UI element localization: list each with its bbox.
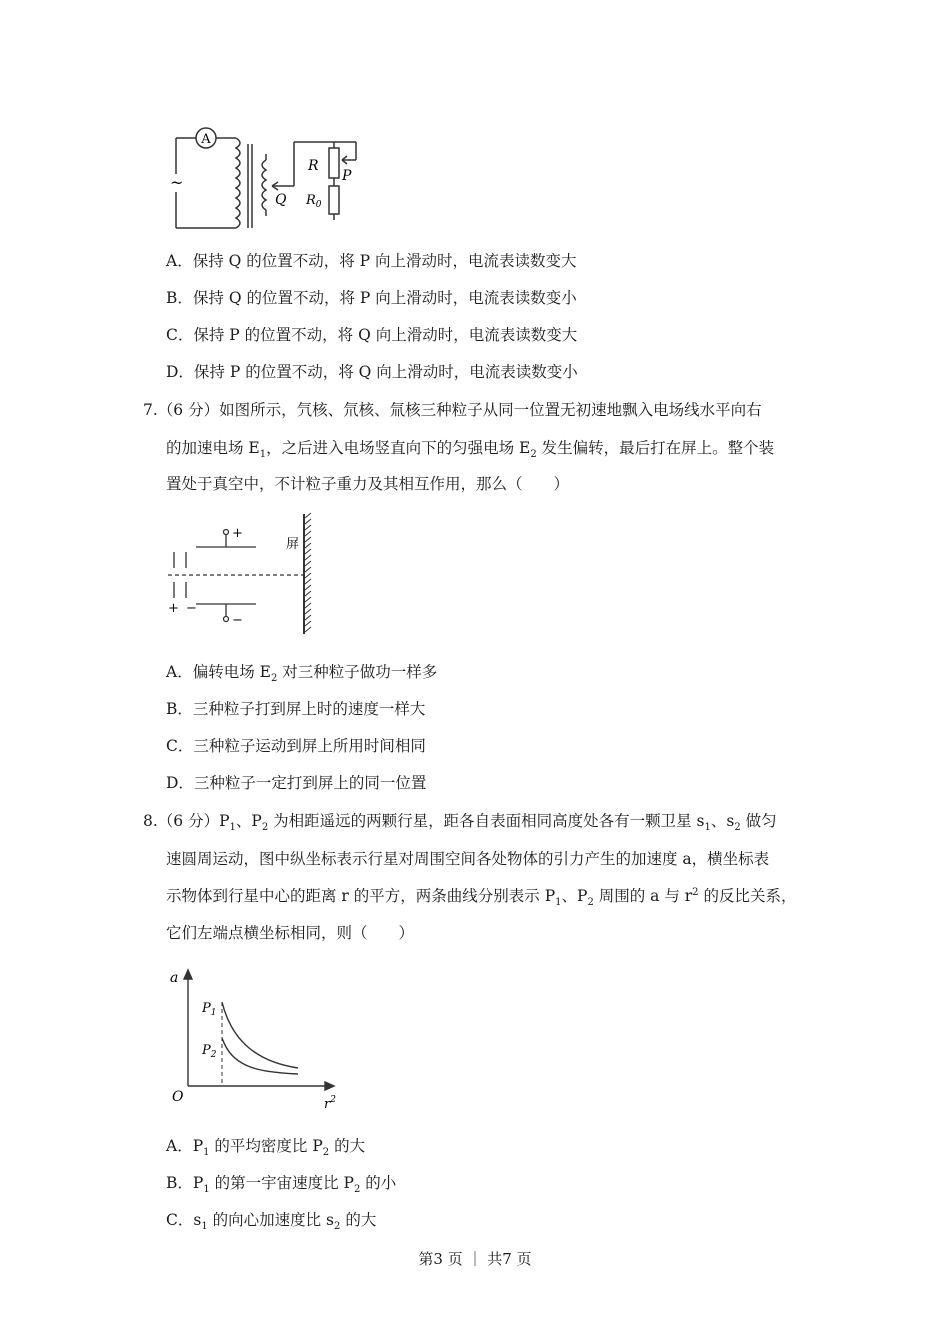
screen-label: 屏 [286,537,300,552]
q8-option-b: B．$P_1$ 的第一宇宙速度比 $P_2$ 的小 [166,1174,397,1196]
minus-terminal-label: − [232,613,243,628]
q7-option-c: C．三种粒子运动到屏上所用时间相同 [166,737,426,755]
q8-stem-line2: 速圆周运动，图中纵坐标表示行星对周围空间各处物体的引力产生的加速度 a，横坐标表 [166,850,770,868]
q8-stem-line3: 示物体到行星中心的距离 r 的平方，两条曲线分别表示 $P_1$、$P_2$ 周围的 a 与 $r^2$ 的反比关系， [166,886,797,909]
electric-field-figure [166,512,326,638]
curve-p1-label: $P_1$ [202,1001,217,1018]
origin-label: O [172,1089,184,1105]
curve-p2-label: $P_2$ [202,1043,217,1060]
page-footer: 第3 页 ｜ 共7 页 [418,1250,532,1268]
ammeter-label: A [201,132,211,147]
x-axis-label: $r^2$ [324,1095,336,1110]
q7-option-d: D．三种粒子一定打到屏上的同一位置 [166,774,427,792]
transformer-circuit-figure [166,124,366,234]
q6-option-a: A．保持 Q 的位置不动，将 P 向上滑动时，电流表读数变大 [166,252,577,270]
resistor-r-label: R [308,158,319,174]
q7-stem-line3: 置处于真空中，不计粒子重力及其相互作用，那么（ ） [166,475,570,493]
q8-stem-line4: 它们左端点横坐标相同，则（ ） [166,924,415,942]
q6-option-c: C．保持 P 的位置不动，将 Q 向上滑动时，电流表读数变大 [166,326,578,344]
q6-option-b: B．保持 Q 的位置不动，将 P 向上滑动时，电流表读数变小 [166,289,577,307]
q7-stem-line1: 7.（6 分）如图所示，氕核、氘核、氚核三种粒子从同一位置无初速地飘入电场线水平向右 [143,401,762,419]
plus-terminal-label: + [232,526,243,541]
q8-option-c: C．$s_1$ 的向心加速度比 $s_2$ 的大 [166,1211,377,1233]
q8-option-a: A．$P_1$ 的平均密度比 $P_2$ 的大 [166,1137,366,1159]
accel-plus-label: + [168,601,179,616]
slider-p-label: P [342,168,352,184]
tap-q-label: Q [275,192,287,208]
accel-minus-label: − [186,601,197,616]
q7-stem-line2: 的加速电场 $E_1$，之后进入电场竖直向下的匀强电场 $E_2$ 发生偏转，最后打在屏上。整个装 [166,439,775,461]
q7-option-b: B．三种粒子打到屏上时的速度一样大 [166,700,426,718]
acceleration-graph-figure [166,962,346,1110]
y-axis-label: a [170,970,179,986]
q6-option-d: D．保持 P 的位置不动，将 Q 向上滑动时，电流表读数变小 [166,363,578,381]
q8-stem-line1: 8.（6 分）$P_1$、$P_2$ 为相距遥远的两颗行星，距各自表面相同高度处各有一颗卫星 $s_1$、$s_2$ 做匀 [143,812,777,834]
resistor-r0-label: $R_0$ [306,193,322,210]
q7-option-a: A．偏转电场 $E_2$ 对三种粒子做功一样多 [166,663,438,685]
ac-source-symbol: ~ [170,173,184,192]
